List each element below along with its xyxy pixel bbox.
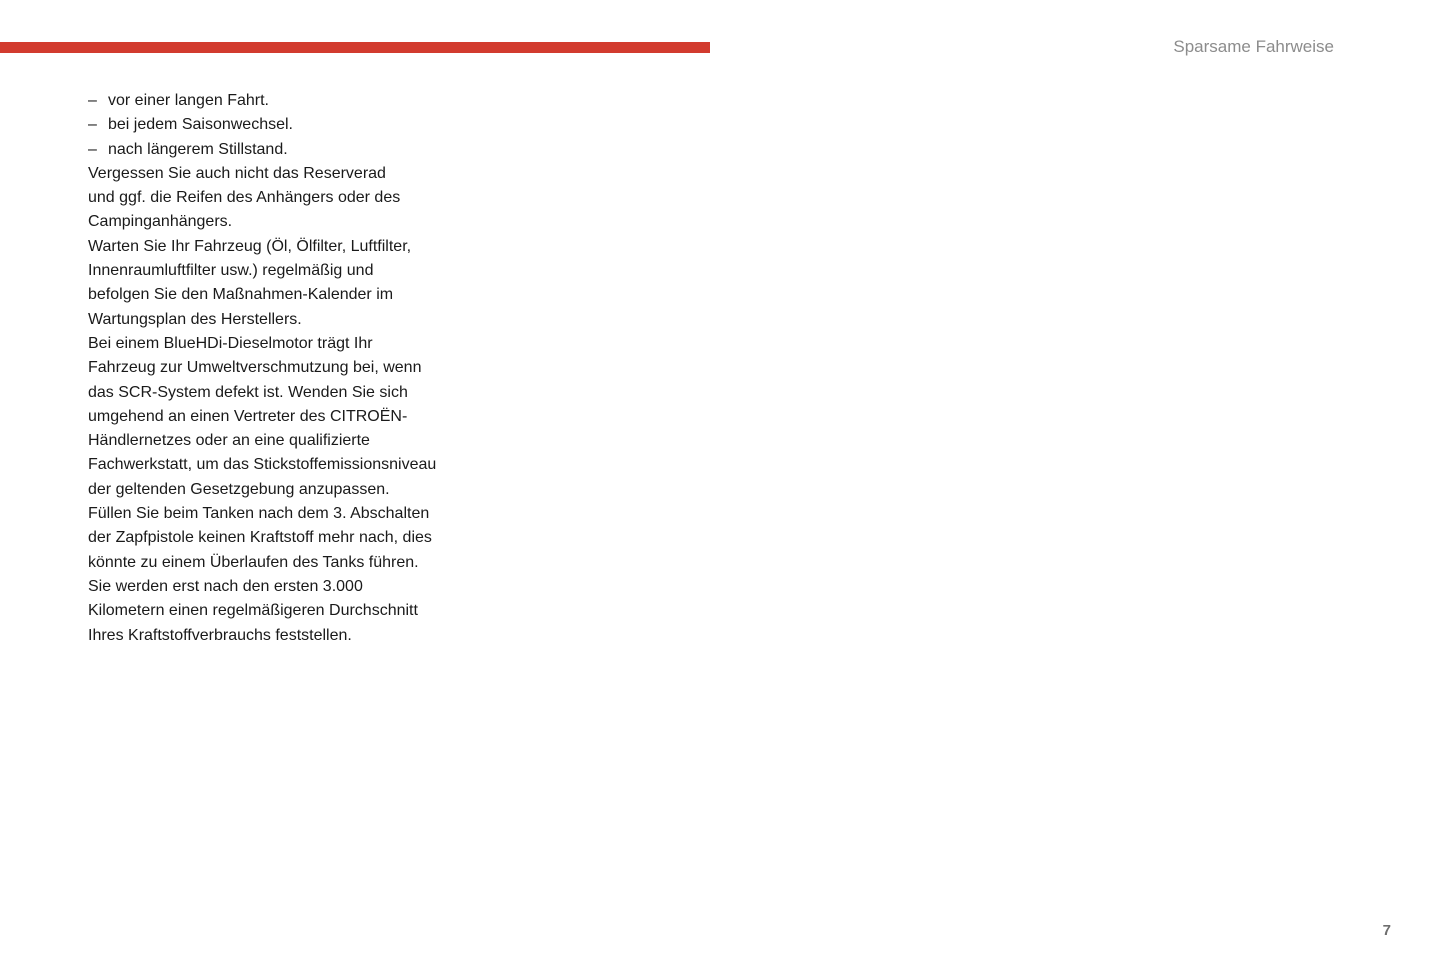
paragraph-line: Sie werden erst nach den ersten 3.000 [88,577,363,595]
list-item [88,138,518,162]
paragraph-line: Innenraumluftfilter usw.) regelmäßig und [88,262,374,280]
paragraph-line: und ggf. die Reifen des Anhängers oder des [88,189,401,207]
paragraph-line: Wartungsplan des Herstellers. [88,310,302,328]
paragraph-line: Fachwerkstatt, um das Stickstoffemissionsniveau [88,456,437,474]
paragraph-line: Fahrzeug zur Umweltverschmutzung bei, wenn [88,359,422,377]
list-item [88,113,518,137]
list-dash: – [88,116,97,134]
paragraph-line: könnte zu einem Überlaufen des Tanks führen. [88,553,419,571]
paragraph-line: Füllen Sie beim Tanken nach dem 3. Abschalten [88,505,430,523]
paragraph-line: befolgen Sie den Maßnahmen-Kalender im [88,286,394,304]
list-item [88,89,518,113]
paragraph-line: Händlernetzes oder an eine qualifizierte [88,432,370,450]
list-item-text: bei jedem Saisonwechsel. [108,116,293,134]
page-title: Sparsame Fahrweise [1173,37,1334,56]
paragraph-line: der geltenden Gesetzgebung anzupassen. [88,480,390,498]
paragraph-line: Vergessen Sie auch nicht das Reserverad [88,164,386,182]
paragraph-line: Kilometern einen regelmäßigeren Durchschnitt [88,602,418,620]
paragraph-line: Warten Sie Ihr Fahrzeug (Öl, Ölfilter, Luftfilter, [88,237,412,255]
paragraph-line: Ihres Kraftstoffverbrauchs feststellen. [88,626,352,644]
list-item-text: nach längerem Stillstand. [108,140,288,158]
list-item-text: vor einer langen Fahrt. [108,92,269,109]
accent-bar [0,42,710,53]
page-number: 7 [1382,922,1391,939]
paragraph-line: das SCR-System defekt ist. Wenden Sie sich [88,383,408,401]
paragraph-line: umgehend an einen Vertreter des CITROËN- [88,407,408,425]
paragraph-line: Bei einem BlueHDi-Dieselmotor trägt Ihr [88,334,373,352]
list-dash: – [88,140,97,158]
paragraph-line: Campinganhängers. [88,213,233,231]
paragraph-line: der Zapfpistole keinen Kraftstoff mehr nach, dies [88,529,432,547]
list-dash: – [88,92,97,109]
body-text [88,89,518,648]
